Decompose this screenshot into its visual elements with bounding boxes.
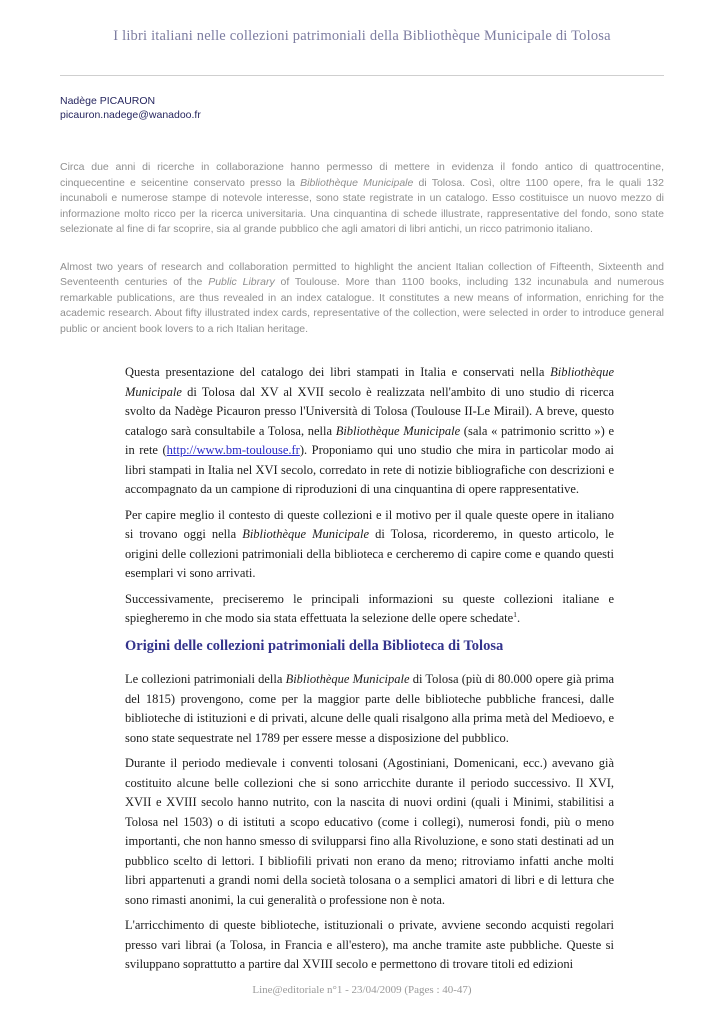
text-segment: di Tolosa (più di 80.000 opere già prima del 1815) provengono, come per la maggior parte delle biblioteche pubbliche francesi, dalle biblioteche di istituzioni e di privati, alcune delle quali risalgono alla prima metà del Medioevo, e sono state sequestrate nel 1789 per essere messe a disposizione del pubblico.	[125, 672, 614, 745]
text-segment: Circa due anni di ricerche in collaborazione hanno permesso di mettere in evidenza il fondo antico di quattrocentine, cinquecentine e seicentine conservato presso la	[60, 161, 664, 189]
text-segment: Per capire meglio il contesto di queste collezioni e il motivo per il quale queste opere in italiano si trovano oggi nella	[125, 507, 614, 541]
body-paragraph-3	[125, 590, 614, 629]
text-segment-italic: Public Library	[208, 276, 275, 288]
text-segment: .	[517, 611, 521, 625]
author-name: Nadège PICAURON	[60, 95, 156, 107]
bm-toulouse-link[interactable]: http://www.bm-toulouse.fr	[166, 443, 300, 457]
body-paragraph-2	[125, 506, 614, 584]
text-segment: ). Proponiamo qui uno studio che mira in particolar modo ai libri stampati in Italia nel XVI secolo, corredato in rete di notizie bibliografiche con descrizioni e accompagnato da un campione di riproduzioni di una cinquantina di opere rappresentative.	[125, 443, 614, 496]
text-segment: of Toulouse. More than 1100 books, including 132 incunabula and numerous remarkable publications, are thus revealed in an index catalogue. It constitutes a new means of information, enriching for the academic research. About fifty illustrated index cards, representative of the collection, were selected in order to introduce general public or ancient book lovers to a rich Italian heritage.	[60, 276, 664, 335]
page-footer: Line@editoriale n°1 - 23/04/2009 (Pages : 40-47)	[252, 984, 472, 996]
article-body	[125, 363, 614, 975]
text-segment-italic: Bibliothèque Municipale	[242, 527, 370, 541]
text-segment: (sala « patrimonio scritto ») e in rete (	[125, 423, 614, 457]
text-segment-italic: Bibliothèque Municipale	[125, 365, 614, 399]
body-paragraph-1	[125, 363, 614, 500]
body-paragraph-5: Durante il periodo medievale i conventi tolosani (Agostiniani, Domenicani, ecc.) avevano già costituito alcune belle collezioni che si sono arricchite durante il periodo successivo. Il XVI, XVII e XVIII secolo hanno nutrito, con la nascita di nuovi ordini (quali i Minimi, stabilitisi a Tolosa nel 1503) o di istituti a scopo educativo (come i collegi), numerosi fondi, più o meno importanti, che non hanno smesso di svilupparsi fino alla Rivoluzione, e sono stati destinati ad un pubblico scelto di lettori. I bibliofili privati non erano da meno; ritroviamo infatti anche molti libri appartenuti a grandi nomi della società tolosana o a semplici amatori di libri e di lettura che sono rimasti anonimi, la cui generalità o professione non è nota.	[125, 756, 614, 907]
author-block	[60, 94, 664, 122]
text-segment: Le collezioni patrimoniali della	[125, 672, 286, 686]
text-segment: Successivamente, preciseremo le principali informazioni su queste collezioni italiane e spiegheremo in che modo sia stata effettuata la selezione delle opere schedate	[125, 591, 614, 625]
title-divider	[60, 75, 664, 76]
abstract-english	[60, 260, 664, 338]
text-segment: di Tolosa dal XV al XVII secolo è realizzata nell'ambito di uno studio di ricerca svolto da Nadège Picauron presso l'Università di Tolosa (Toulouse II-Le Mirail). A breve, questo catalogo sarà consultabile a Tolosa, nella	[125, 384, 614, 438]
text-segment: Questa presentazione del catalogo dei libri stampati in Italia e conservati nella	[125, 365, 551, 379]
abstract-italian	[60, 160, 664, 238]
text-segment-italic: Bibliothèque Municipale	[300, 176, 414, 189]
page-title: I libri italiani nelle collezioni patrimoniali della Bibliothèque Municipale di Tolosa	[113, 28, 611, 44]
text-segment: di Tolosa, ricorderemo, in questo articolo, le origini delle collezioni patrimoniali della biblioteca e cercheremo di capire come e quando questi esemplari vi sono arrivati.	[125, 527, 614, 580]
text-segment-italic: Bibliothèque Municipale	[285, 672, 410, 686]
section-heading: Origini delle collezioni patrimoniali della Biblioteca di Tolosa	[125, 637, 504, 654]
text-segment: Almost two years of research and collaboration permitted to highlight the ancient Italian collection of Fifteenth, Sixteenth and Seventeenth centuries of the	[60, 260, 664, 288]
text-segment-italic: Bibliothèque Municipale	[335, 423, 461, 438]
footnote-ref: 1	[513, 609, 518, 619]
text-segment: di Tolosa. Così, oltre 1100 opere, fra le quali 132 incunaboli e numerose stampe di notevole interesse, sono state registrate in un catalogo. Esso costituisce un nuovo mezzo di informazione molto ricco per la ricerca universitaria. Una cinquantina di schede illustrate, rappresentative del fondo, sono state selezionate al fine di far scoprire, sia al grande pubblico che agli amatori di libri antichi, un ricco patrimonio italiano.	[60, 176, 664, 235]
body-paragraph-6: L'arricchimento di queste biblioteche, istituzionali o private, avviene secondo acquisti regolari presso vari librai (a Tolosa, in Francia e all'estero), ma anche tramite aste pubbliche. Queste si sviluppano soprattutto a partire dal XVIII secolo e permettono di trovare titoli ed edizioni	[125, 918, 614, 971]
body-paragraph-4	[125, 670, 614, 748]
author-email: picauron.nadege@wanadoo.fr	[60, 109, 201, 121]
